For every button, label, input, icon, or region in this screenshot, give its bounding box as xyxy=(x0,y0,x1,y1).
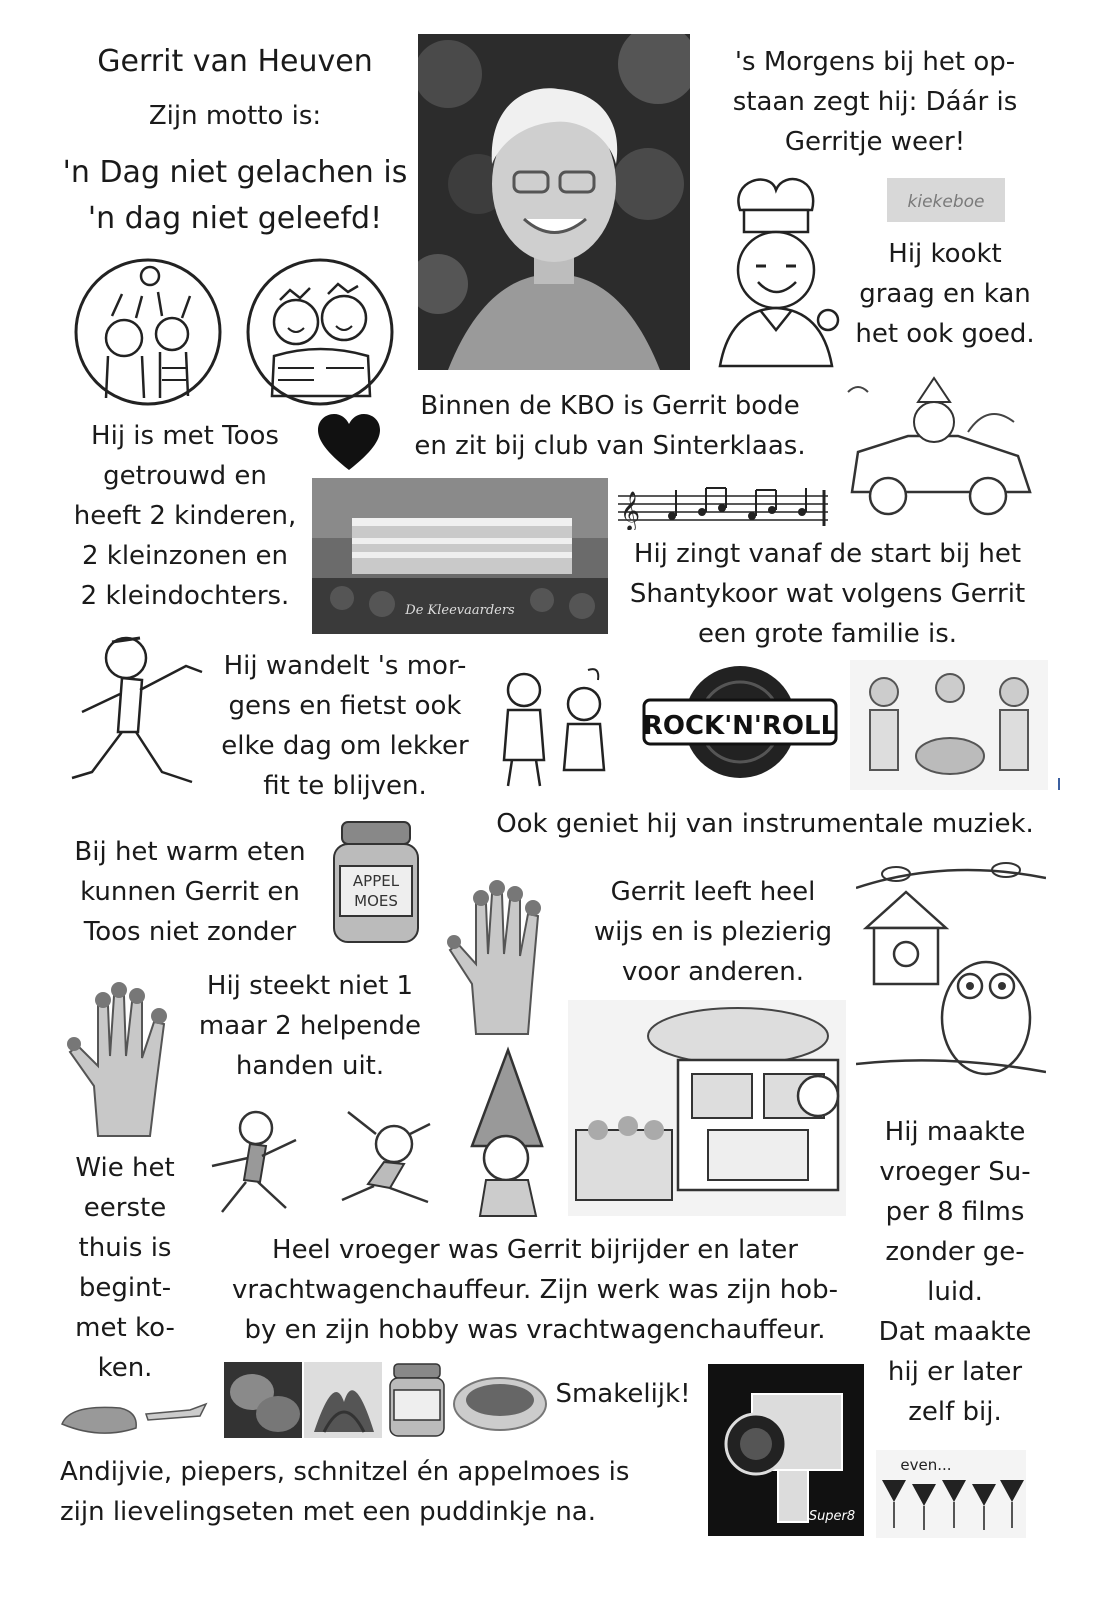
shanty-text xyxy=(610,534,1045,654)
text-line: Wie het xyxy=(75,1153,175,1183)
children-hugging-image xyxy=(244,256,396,408)
text-line: Gerritje weer! xyxy=(784,127,966,157)
text-line: Heel vroeger was Gerrit bijrijder en later xyxy=(272,1235,798,1265)
endive-photo xyxy=(304,1362,382,1438)
motto-line: 'n Dag niet gelachen is xyxy=(62,155,408,190)
dinner-text xyxy=(60,832,320,952)
text-line: Hij zingt vanaf de start bij het xyxy=(633,539,1022,569)
choir-banner-text: De Kleevaarders xyxy=(405,603,515,618)
text-line: Shantykoor wat volgens Gerrit xyxy=(629,579,1026,609)
super8-camera-image xyxy=(708,1364,864,1536)
sinterklaas-car-image xyxy=(838,372,1038,522)
text-line: en zit bij club van Sinterklaas. xyxy=(414,431,806,461)
cocktail-glasses-image xyxy=(876,1450,1026,1538)
text-line: ken. xyxy=(97,1353,153,1383)
text-line: Ook geniet hij van instrumentale muziek. xyxy=(496,809,1034,839)
first-home-text xyxy=(50,1148,200,1388)
text-line: een grote familie is. xyxy=(697,619,958,649)
text-line: zelf bij. xyxy=(908,1397,1002,1427)
finger-puppets-hand-image xyxy=(436,864,566,1036)
text-line: maar 2 helpende xyxy=(198,1011,422,1041)
heart-icon xyxy=(318,414,380,472)
cooking-text xyxy=(850,234,1040,354)
music-notes-image xyxy=(618,482,828,530)
musicians-image xyxy=(488,660,628,790)
text-line: 2 kleindochters. xyxy=(80,581,290,611)
owl-birdhouse-image xyxy=(856,858,1046,1088)
morning-text xyxy=(705,42,1045,162)
text-line: vroeger Su- xyxy=(879,1157,1031,1187)
rock-n-roll-text: ROCK'N'ROLL xyxy=(642,711,838,741)
helping-hand-image xyxy=(58,966,190,1138)
page-tick-mark xyxy=(1058,778,1060,790)
pudding-photo xyxy=(452,1364,548,1434)
motto-line: 'n dag niet geleefd! xyxy=(87,201,383,236)
text-line: Hij kookt xyxy=(888,239,1002,269)
appelmoes-jar-image xyxy=(328,818,424,946)
text-line: staan zegt hij: Dáár is xyxy=(732,87,1018,117)
text-line: zijn lievelingseten met een puddinkje na. xyxy=(60,1497,596,1527)
motto-text xyxy=(40,150,430,242)
super8-text xyxy=(865,1112,1045,1432)
running-kid-image xyxy=(196,1104,314,1220)
text-line: graag en kan xyxy=(859,279,1031,309)
text-line: Binnen de KBO is Gerrit bode xyxy=(420,391,800,421)
cheese-knife-image xyxy=(60,1390,210,1440)
text-line: Toos niet zonder xyxy=(83,917,297,947)
text-line: heeft 2 kinderen, xyxy=(73,501,297,531)
truck-image xyxy=(568,1000,846,1216)
jar-label-line: MOES xyxy=(354,892,398,910)
text-line: 's Morgens bij het op- xyxy=(734,47,1016,77)
text-line: het ook goed. xyxy=(855,319,1035,349)
text-line: Bij het warm eten xyxy=(74,837,306,867)
wise-text xyxy=(578,872,848,992)
text-line: kunnen Gerrit en xyxy=(80,877,300,907)
super8-camera-label: Super8 xyxy=(808,1509,856,1524)
text-line: gens en fietst ook xyxy=(228,691,462,721)
text-line: eerste xyxy=(83,1193,167,1223)
svg-text:𝄞: 𝄞 xyxy=(620,491,641,530)
kbo-text xyxy=(395,386,825,466)
text-line: begint- xyxy=(78,1273,172,1303)
portrait-photo xyxy=(418,34,690,370)
text-line: wijs en is plezierig xyxy=(593,917,833,947)
band-image xyxy=(850,660,1048,790)
motto-label: Zijn motto is: xyxy=(148,101,322,131)
chef-image xyxy=(700,170,852,370)
text-line: handen uit. xyxy=(235,1051,385,1081)
favorite-food-text xyxy=(60,1452,680,1532)
running-kid-image xyxy=(318,1104,450,1208)
children-playing-image xyxy=(72,256,224,408)
text-line: met ko- xyxy=(75,1313,175,1343)
text-line: vrachtwagenchauffeur. Zijn werk was zijn hob- xyxy=(232,1275,838,1305)
text-line: Hij is met Toos xyxy=(91,421,279,451)
text-line: zonder ge- xyxy=(885,1237,1025,1267)
truck-text xyxy=(205,1230,865,1350)
music-text xyxy=(480,804,1050,844)
even-label: even... xyxy=(900,1456,952,1474)
text-line: luid. xyxy=(927,1277,983,1307)
walking-man-image xyxy=(62,632,212,792)
text-line: 2 kleinzonen en xyxy=(81,541,289,571)
person-name: Gerrit van Heuven xyxy=(97,44,373,79)
text-line: elke dag om lekker xyxy=(221,731,469,761)
text-line: Dat maakte xyxy=(878,1317,1032,1347)
smakelijk-text: Smakelijk! xyxy=(555,1379,691,1409)
text-line: hij er later xyxy=(887,1357,1023,1387)
text-line: Hij wandelt 's mor- xyxy=(223,651,467,681)
text-line: per 8 films xyxy=(885,1197,1025,1227)
kiekeboe-logo-text: kiekeboe xyxy=(907,192,985,212)
appelmoes-jar-small-image xyxy=(386,1362,448,1438)
text-line: getrouwd en xyxy=(103,461,267,491)
text-line: Gerrit leeft heel xyxy=(610,877,816,907)
kiekeboe-logo xyxy=(887,178,1005,222)
text-line: thuis is xyxy=(78,1233,172,1263)
family-text xyxy=(55,416,315,616)
potatoes-photo xyxy=(224,1362,302,1438)
text-line: Andijvie, piepers, schnitzel én appelmoes is xyxy=(60,1457,630,1487)
gnome-image xyxy=(452,1046,562,1218)
hands-text xyxy=(185,966,435,1086)
text-line: voor anderen. xyxy=(622,957,804,987)
text-line: by en zijn hobby was vrachtwagenchauffeur. xyxy=(244,1315,826,1345)
text-line: Hij steekt niet 1 xyxy=(206,971,414,1001)
walking-text xyxy=(210,646,480,806)
text-line: fit te blijven. xyxy=(263,771,427,801)
rock-n-roll-logo xyxy=(640,662,840,782)
choir-photo xyxy=(312,478,608,634)
text-line: Hij maakte xyxy=(884,1117,1026,1147)
jar-label-line: APPEL xyxy=(352,872,400,890)
